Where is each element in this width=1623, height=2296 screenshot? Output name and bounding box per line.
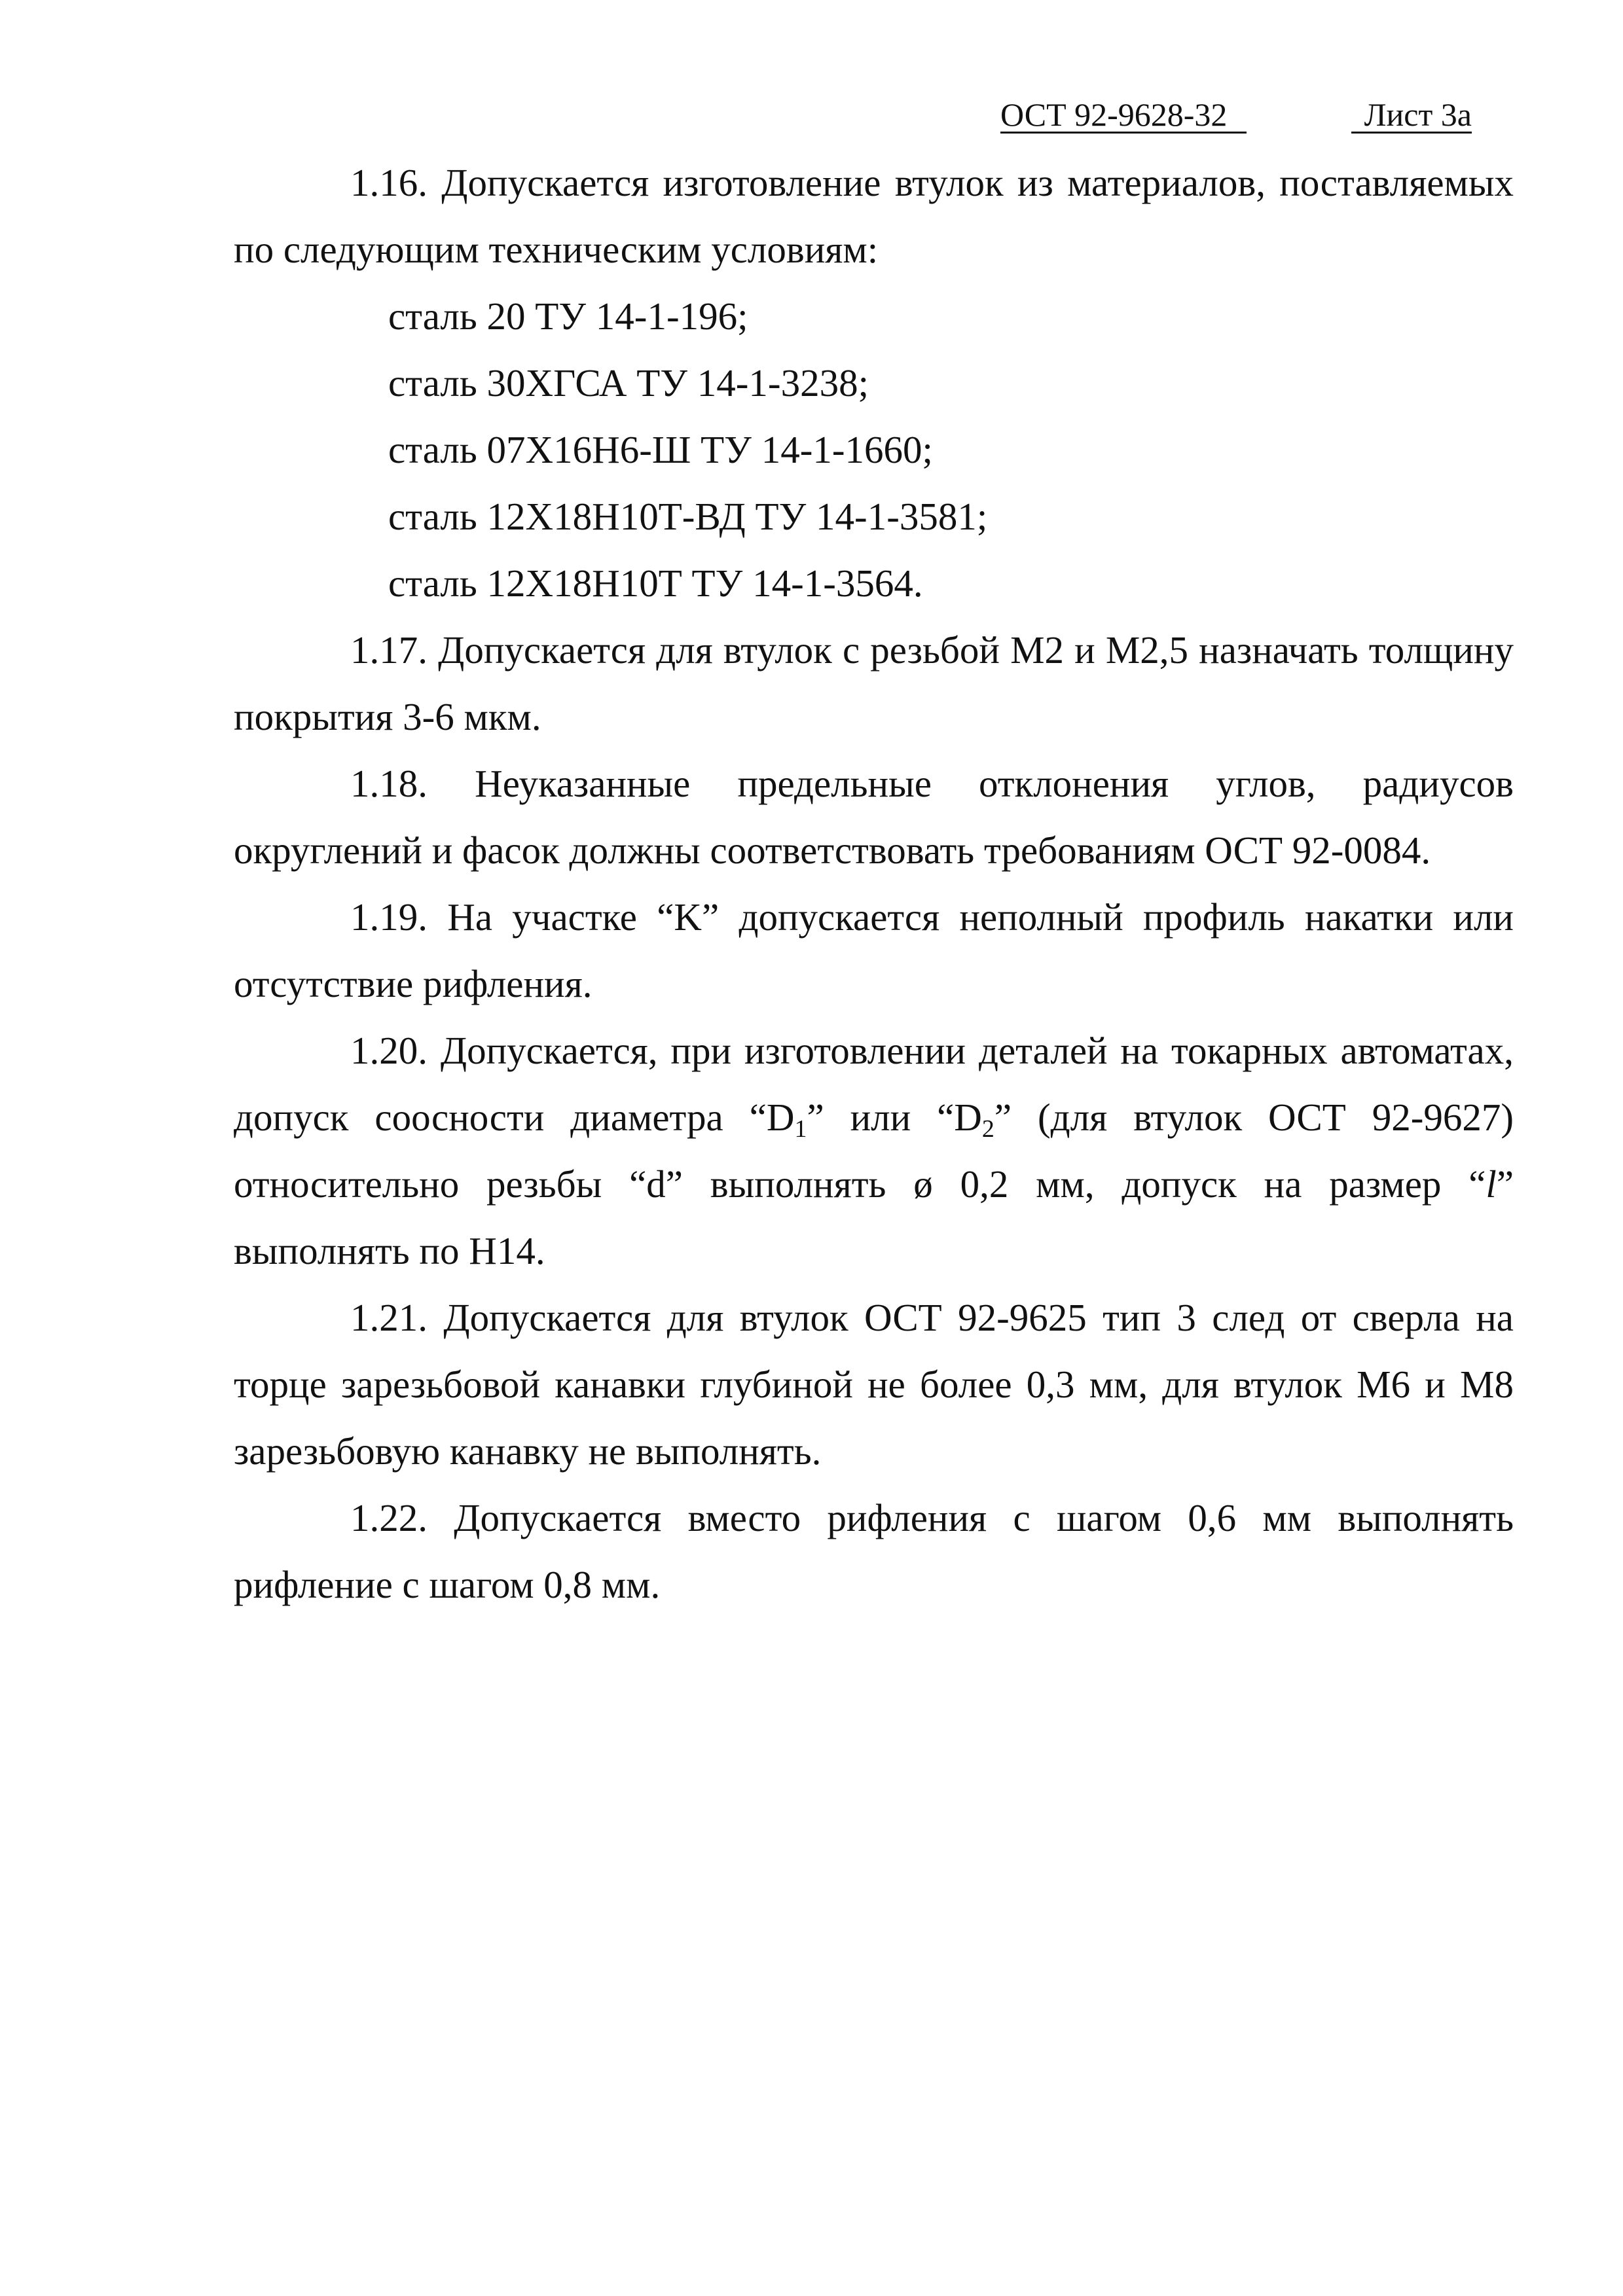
paragraph-1-20-text: ” выполнять по Н14. — [234, 1162, 1514, 1272]
document-body — [234, 149, 1514, 1618]
document-code: ОСТ 92-9628-32 — [1000, 92, 1227, 137]
paragraph-1-20-text: 1.20. Допускается, при изготовлении деталей на токарных автоматах, допуск соосности диаметра “D — [234, 1029, 1514, 1139]
sheet-number: Лист 3а — [1364, 92, 1472, 137]
material-item: сталь 30ХГСА ТУ 14-1-3238; — [388, 361, 869, 404]
paragraph-1-20-text: ” или “D — [807, 1096, 982, 1139]
paragraph-1-22: 1.22. Допускается вместо рифления с шагом 0,6 мм выполнять рифление с шагом 0,8 мм. — [234, 1496, 1514, 1606]
material-item: сталь 07Х16Н6-Ш ТУ 14-1-1660; — [388, 428, 933, 471]
page-header — [1000, 92, 1472, 137]
paragraph-1-20-text: ” (для втулок ОСТ 92-9627) относительно резьбы “d” выполнять ø 0,2 мм, допуск на размер “ — [234, 1096, 1514, 1206]
paragraph-1-17: 1.17. Допускается для втулок с резьбой М2 и М2,5 назначать толщину покрытия 3-6 мкм. — [234, 628, 1514, 738]
d2-subscript: 2 — [981, 1115, 994, 1143]
material-item: сталь 12Х18Н10Т ТУ 14-1-3564. — [388, 562, 923, 605]
d1-subscript: 1 — [794, 1115, 807, 1143]
paragraph-1-20 — [234, 1017, 1514, 1284]
paragraph-1-18: 1.18. Неуказанные предельные отклонения углов, радиусов округлений и фасок должны соответствовать требованиям ОСТ 92-0084. — [234, 762, 1514, 872]
paragraph-1-19: 1.19. На участке “K” допускается неполный профиль накатки или отсутствие рифления. — [234, 895, 1514, 1005]
material-item: сталь 12Х18Н10Т-ВД ТУ 14-1-3581; — [388, 495, 988, 538]
paragraph-1-16: 1.16. Допускается изготовление втулок из материалов, поставляемых по следующим техническим условиям: — [234, 161, 1514, 271]
material-item: сталь 20 ТУ 14-1-196; — [388, 295, 748, 338]
paragraph-1-21: 1.21. Допускается для втулок ОСТ 92-9625 тип 3 след от сверла на торце зарезьбовой канавки глубиной не более 0,3 мм, для втулок М6 и М8 зарезьбовую канавку не выполнять. — [234, 1296, 1514, 1473]
dimension-l-variable: l — [1486, 1162, 1497, 1206]
